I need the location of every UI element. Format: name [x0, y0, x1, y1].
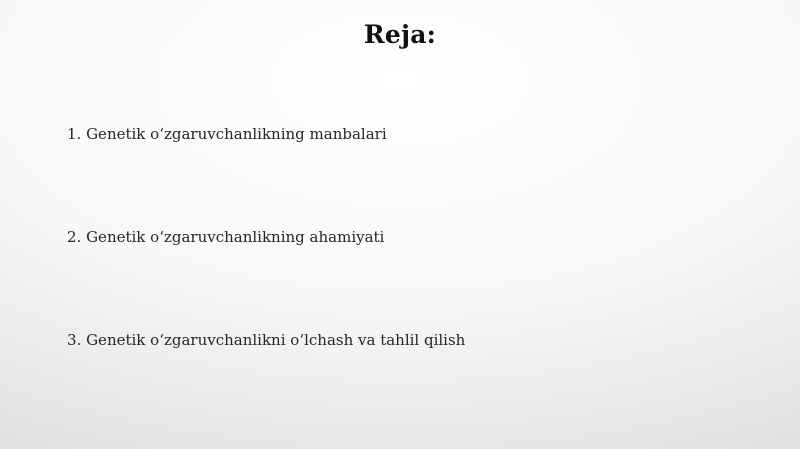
- slide-title: Reja:: [363, 20, 437, 49]
- plan-item-3: 3. Genetik oʻzgaruvchanlikni oʻlchash va tahlil qilish: [67, 331, 466, 349]
- plan-item-1: 1. Genetik oʻzgaruvchanlikning manbalari: [67, 125, 387, 143]
- plan-item-2: 2. Genetik oʻzgaruvchanlikning ahamiyati: [67, 228, 385, 246]
